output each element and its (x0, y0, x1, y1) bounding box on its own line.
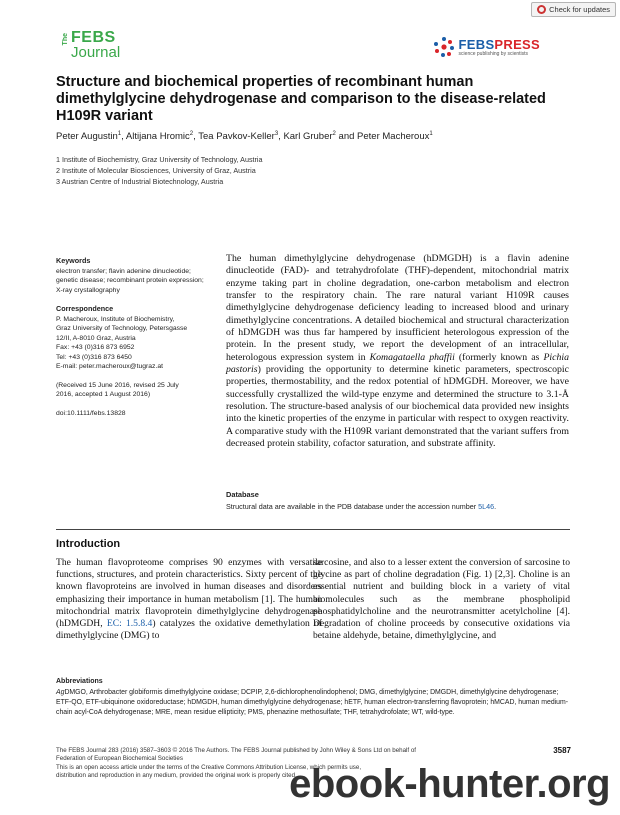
affiliation-marker: 2 (332, 131, 336, 137)
correspondence-line: Fax: +43 (0)316 873 6952 (56, 344, 135, 351)
author-name: Tea Pavkov-Keller (198, 131, 275, 143)
affiliation-marker: 3 (274, 131, 279, 137)
page-number: 3587 (553, 746, 571, 755)
section-divider (56, 529, 570, 530)
affiliation: 1 Institute of Biochemistry, Graz University of Technology, Austria (56, 155, 263, 164)
keywords-heading: Keywords (56, 256, 91, 265)
affiliation-marker: 1 (429, 131, 433, 137)
affiliation: 2 Institute of Molecular Biosciences, University of Graz, Austria (56, 166, 256, 175)
species-name: Komagataella phaffii (369, 351, 455, 363)
author-name: Peter Macheroux (357, 131, 430, 143)
abbreviations-section: Abbreviations AgDMGO, Arthrobacter globiformis dimethylglycine oxidase; DCPIP, 2,6-dichlorophenolindophenol; DMG, dimethylglycine; DMGDH, dimethylglycine dehydrogenase; ETF-QO, ETF-ubiquinone oxidoreductase; hDMGDH, human dimethylglycine dehydrogenase; hETF, human electron-transferring flavoprotein; hMCAD, human medium-chain acyl-CoA dehydrogenase; MRE, mean residue ellipticity; PMS, phenazine methosulfate; THF, tetrahydrofolate; WT, wild-type. (56, 677, 571, 718)
author-list: Peter Augustin$^1$, Altijana Hromic$^2$, Tea Pavkov-Keller$^3$, Karl Gruber$^2$ and Peter Macheroux$^1$ (56, 131, 433, 143)
abstract: The human dimethylglycine dehydrogenase (hDMGDH) is a flavin adenine dinucleotide (FAD)- and tetrahydrofolate (THF)-dependent, mitochondrial matrix enzyme taking part in choline degradation, one-carbon metabolism and electron transfer to the respiratory chain. The rare natural variant H109R causes dimethylglycine dehydrogenase deficiency leading to increased blood and urinary dimethylglycine concentrations. A detailed biochemical and structural characterization of hDMGDH was thus far hampered by insufficient heterologous expression of the protein. In the present study, we report the development of an intracellular, heterologous expression system in Komagataella phaffii (formerly known as Pichia pastoris) providing the opportunity to determine kinetic parameters, spectroscopic properties, thermostability, and the redox potential of hDMGDH. Moreover, we have successfully crystallized the wild-type enzyme and determined the structure to 3.1-Å resolution. The structure-based analysis of our biochemical data provided new insights into the kinetic properties of the enzyme in particular with respect to oxygen reactivity. A comparative study with the H109R variant demonstrated that the variant suffers from decreased protein stability, cofactor saturation, and substrate affinity. (226, 253, 570, 450)
author-name: Peter Augustin (56, 131, 118, 143)
watermark-text: ebook-hunter.org (289, 762, 610, 806)
correspondence-heading: Correspondence (56, 304, 114, 313)
correspondence-line: Graz University of Technology, Petersgasse (56, 325, 188, 332)
affiliation-marker: 1 (117, 131, 122, 137)
keywords-text: electron transfer; flavin adenine dinucleotide; genetic disease; recombinant protein expression; X-ray crystallography (56, 267, 204, 294)
affiliation-marker: 2 (189, 131, 194, 137)
crossmark-icon (537, 5, 546, 14)
author-name: Karl Gruber (283, 131, 333, 143)
database-section: Database Structural data are available in the PDB database under the accession number 5L46. (226, 490, 569, 512)
ec-number-link[interactable]: EC: 1.5.8.4 (106, 618, 153, 630)
correspondence-line: Tel: +43 (0)316 873 6450 (56, 353, 132, 361)
correspondence-line: 12/II, A-8010 Graz, Austria (56, 334, 136, 342)
species-name: Pichia pastoris (226, 351, 570, 376)
introduction-left-column: The human flavoproteome comprises 90 enzymes with versatile functions, structures, and protein characteristics. Sixty percent of the known flavoproteins are involved in human diseases and disorders emphasizing their importance in human metabolism [1]. The human mitochondrial matrix flavoprotein dimethylglycine dehydrogenase (hDMGDH, EC: 1.5.8.4) catalyzes the oxidative demethylation of dimethylglycine (DMG) to (56, 557, 322, 642)
author-name: Altijana Hromic (125, 131, 190, 143)
abbreviations-heading: Abbreviations (56, 678, 103, 685)
article-title: Structure and biochemical properties of recombinant human dimethylglycine dehydrogenase and comparison to the disease-related H109R variant (56, 74, 546, 124)
footer-line: This is an open access article under the terms of the Creative Commons Attribution License, which permits use, (56, 763, 362, 771)
introduction-right-column: sarcosine, and also to a lesser extent the conversion of sarcosine to glycine as part of choline degradation (Fig. 1) [2,3]. Choline is an essential nutrient and building block in a variety of vital biomolecules such as the membrane phospholipid phosphatidylcholine and the neurotransmitter acetylcholine [4]. Degradation of choline proceeds by consecutive oxidations via betaine aldehyde, betaine, dimethylglycine, and (313, 557, 570, 642)
doi-link[interactable]: doi:10.1111/febs.13828 (56, 409, 126, 417)
correspondence-line: P. Macheroux, Institute of Biochemistry, (56, 315, 175, 323)
page-header: The FEBS Journal FEBSPRESS science publishing by scientists (62, 29, 540, 61)
febs-press-logo: FEBSPRESS science publishing by scientists (433, 36, 540, 58)
database-heading: Database (226, 490, 259, 499)
received-dates: (Received 15 June 2016, revised 25 July (56, 381, 179, 389)
footer-line: The FEBS Journal 283 (2016) 3587–3603 © 2016 The Authors. The FEBS Journal published by John Wiley & Sons Ltd on behalf of (56, 747, 416, 754)
introduction-heading: Introduction (56, 538, 121, 550)
pdb-accession-link[interactable]: 5L46 (478, 502, 495, 511)
check-for-updates-button[interactable] (531, 2, 616, 17)
received-dates: 2016, accepted 1 August 2016) (56, 391, 151, 398)
check-for-updates-label: Check for updates (549, 5, 610, 14)
affiliations (56, 154, 263, 187)
article-sidebar (56, 256, 206, 427)
correspondence-email[interactable]: E-mail: peter.macheroux@tugraz.at (56, 363, 164, 370)
febs-press-dots-icon (433, 36, 455, 58)
footer-line: distribution and reproduction in any medium, provided the original work is properly cited. (56, 771, 297, 779)
affiliation: 3 Austrian Centre of Industrial Biotechnology, Austria (56, 177, 224, 186)
footer-line: Federation of European Biochemical Societies (56, 755, 183, 763)
